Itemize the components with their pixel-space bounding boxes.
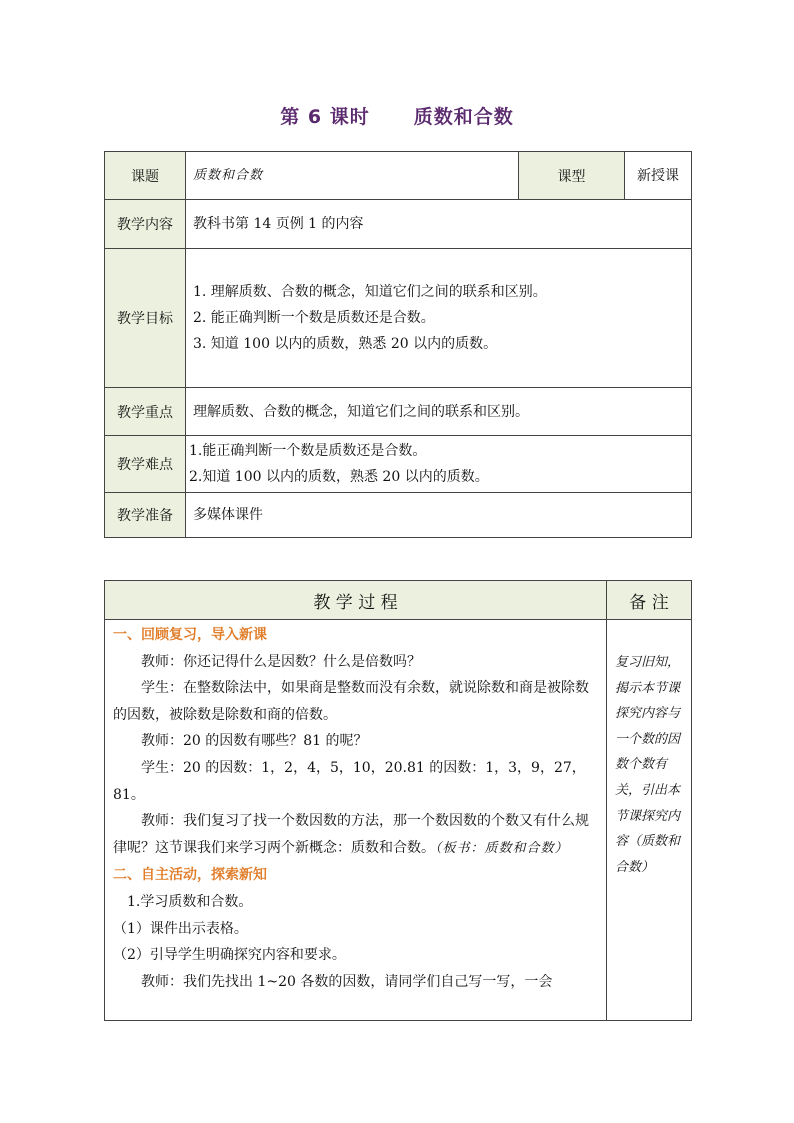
- key-value: 理解质数、合数的概念，知道它们之间的联系和区别。: [186, 388, 692, 436]
- goals-label: 教学目标: [105, 249, 186, 388]
- difficult-item: 1.能正确判断一个数是质数还是合数。: [189, 443, 427, 459]
- row-key: [105, 388, 692, 436]
- content-value: 教科书第 14 页例 1 的内容: [186, 200, 692, 249]
- goal-item: 1. 理解质数、合数的概念，知道它们之间的联系和区别。: [193, 284, 547, 300]
- topic-label: 课题: [105, 152, 186, 200]
- difficult-list: [186, 436, 692, 493]
- board-note: （板书：质数和合数）: [435, 840, 569, 856]
- row-content: [105, 200, 692, 249]
- process-header-row: [105, 581, 692, 620]
- section-heading: 二、自主活动，探索新知: [113, 867, 267, 884]
- page-title: [0, 102, 794, 129]
- key-label: 教学重点: [105, 388, 186, 436]
- goal-item: 3. 知道 100 以内的质数，熟悉 20 以内的质数。: [193, 336, 498, 352]
- content-label: 教学内容: [105, 200, 186, 249]
- paragraph: [113, 808, 600, 862]
- step-item: （2）引导学生明确探究内容和要求。: [113, 947, 346, 964]
- prep-value: 多媒体课件: [186, 493, 692, 538]
- notes-header: 备 注: [607, 581, 692, 620]
- paragraph-text: 教师：我们复习了找一个数因数的方法，那一个数因数的个数又有什么规律呢？这节课我们来学习两个新概念：质数和合数。: [113, 813, 589, 856]
- subsection-heading: 1.学习质数和合数。: [127, 893, 253, 910]
- difficult-item: 2.知道 100 以内的质数，熟悉 20 以内的质数。: [189, 469, 489, 485]
- goals-list: [186, 249, 692, 388]
- topic-value: 质数和合数: [186, 152, 519, 200]
- lesson-number: 第 6 课时: [280, 106, 370, 128]
- process-header: 教 学 过 程: [105, 581, 607, 620]
- type-label: 课型: [519, 152, 625, 200]
- step-item: （1）课件出示表格。: [113, 920, 248, 937]
- paragraph: 教师：你还记得什么是因数？什么是倍数吗？: [141, 653, 421, 670]
- row-topic: [105, 152, 692, 200]
- process-content: [105, 620, 607, 1021]
- teaching-process-table: [104, 580, 692, 1021]
- goal-item: 2. 能正确判断一个数是质数还是合数。: [193, 310, 435, 326]
- paragraph: 学生：20 的因数：1，2，4，5，10，20.81 的因数：1，3，9，27，81。: [113, 759, 586, 803]
- paragraph: 教师：我们先找出 1~20 各数的因数，请同学们自己写一写，一会: [141, 973, 553, 990]
- lesson-topic: 质数和合数: [413, 106, 514, 128]
- notes-content: 复习旧知，揭示本节课探究内容与一个数的因数个数有关，引出本节课探究内容（质数和合数）: [607, 620, 692, 1021]
- type-value: 新授课: [625, 152, 692, 200]
- paragraph: 学生：在整数除法中，如果商是整数而没有余数，就说除数和商是被除数的因数，被除数是除数和商的倍数。: [113, 680, 589, 723]
- row-prep: [105, 493, 692, 538]
- row-goals: [105, 249, 692, 388]
- lesson-info-table: [104, 151, 692, 538]
- row-difficult: [105, 436, 692, 493]
- paragraph: 教师：20 的因数有哪些？81 的呢？: [141, 733, 368, 750]
- section-heading: 一、回顾复习，导入新课: [113, 627, 267, 643]
- prep-label: 教学准备: [105, 493, 186, 538]
- difficult-label: 教学难点: [105, 436, 186, 493]
- process-body-row: [105, 620, 692, 1021]
